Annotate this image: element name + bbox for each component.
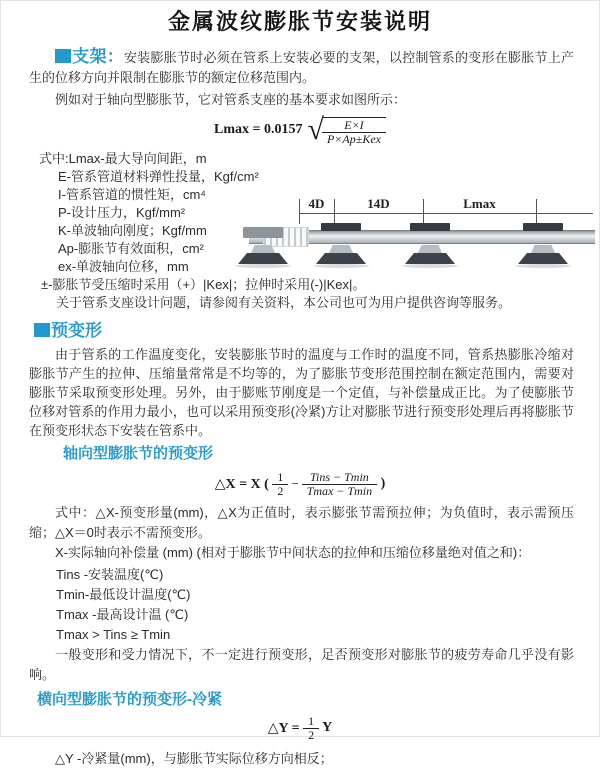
sqrt-radical [307, 112, 386, 146]
support-section-heading [55, 47, 124, 66]
dimension-line [299, 213, 593, 214]
pipe-guide-support [313, 223, 369, 271]
support-neck [531, 245, 555, 253]
definition-line: K-单波轴向刚度；Kgf/mm [58, 223, 207, 238]
lateral-predeform-formula [1, 713, 599, 743]
half-denominator: 2 [303, 728, 319, 742]
pipe-guide-support [515, 223, 571, 271]
half-numerator: 1 [308, 713, 315, 728]
pipe-support-diagram [249, 194, 597, 286]
pipe-anchor-support [235, 223, 291, 271]
temperature-denominator: Tmax − Tmin [302, 484, 377, 498]
dim-label-14d: 14D [367, 196, 390, 211]
definition-line: Ap-膨胀节有效面积，cm² [58, 241, 204, 256]
axial-subsection-heading: 轴向型膨胀节的预变形 [63, 445, 214, 462]
definition-line: ex-单波轴向位移，mm [58, 259, 189, 274]
definition-line: 式中:Lmax-最大导向间距，m [39, 151, 207, 166]
example-line: 例如对于轴向型膨胀节，它对管系支座的基本要求如图所示： [55, 92, 407, 107]
pipe-clamp [321, 223, 361, 231]
plus-minus-note: ±-膨胀节受压缩时采用（+）|Kex|；拉伸时采用(-)|Kex|。 [41, 277, 366, 292]
lmax-fraction-denominator: P×Ap±Kex [322, 132, 386, 146]
lmax-fraction-numerator: E×I [344, 117, 364, 132]
temperature-numerator: Tins − Tmin [310, 469, 369, 484]
temp-definition-line: Tmax > Tins ≥ Tmin [56, 627, 171, 642]
minus-operator: − [291, 476, 299, 491]
definition-line: E-管系管道材料弹性投量，Kgf/cm² [58, 169, 259, 184]
axial-predeform-formula [1, 467, 599, 501]
lateral-subsection-heading: 横向型膨胀节的预变形-冷紧 [37, 691, 222, 708]
lateral-note-line: △Y -冷紧量(mm)，与膨胀节实际位移方向相反； [55, 751, 333, 766]
page-title: 金属波纹膨胀节安装说明 [167, 9, 432, 34]
axial-formula-rhs: ) [377, 476, 386, 491]
support-paragraph [29, 47, 574, 88]
support-neck [418, 245, 442, 253]
pipe-clamp [243, 227, 283, 238]
support-shadow [402, 264, 458, 268]
pipe-clamp [523, 223, 563, 231]
section-square-icon [55, 49, 71, 63]
temp-definition-line: Tmax -最高设计温 (℃) [56, 607, 189, 622]
lmax-formula-lhs: Lmax = 0.0157 [214, 122, 303, 137]
support-base [238, 253, 288, 264]
advice-line: 关于管系支座设计问题，请参阅有关资料，本公司也可为用户提供咨询等服务。 [56, 295, 512, 310]
x-definition-line: X-实际轴向补偿量 (mm) (相对于膨胀节中间状态的拉伸和压缩位移量绝对值之和)： [55, 545, 531, 560]
predeform-heading-label: 预变形 [51, 321, 102, 340]
axial-note-line: 一般变形和受力情况下，不一定进行预变形，足否预变形对膨胀节的疲劳寿命几乎没有影响。 [29, 647, 574, 682]
lmax-fraction [322, 119, 386, 146]
lateral-formula-rhs: Y [319, 720, 333, 735]
axial-formula-lhs: △X = X ( [214, 476, 273, 492]
definition-line: P-设计压力，Kgf/mm² [58, 205, 186, 220]
axial-formula-explanation: 式中：△X-预变形量(mm)，△X为正值时，表示膨张节需预拉伸；为负值时，表示需预压缩；△X＝0时表示不需预变形。 [29, 505, 574, 540]
radicand [322, 117, 386, 146]
dim-label-lmax: Lmax [463, 196, 496, 211]
support-base [316, 253, 366, 264]
support-neck [251, 245, 275, 253]
support-base [518, 253, 568, 264]
dim-label-4d: 4D [308, 196, 325, 211]
temperature-fraction [302, 471, 377, 498]
temp-definition-line: Tmin-最低设计温度(℃) [56, 587, 191, 602]
half-fraction [272, 471, 288, 498]
support-base [405, 253, 455, 264]
dimension-tick [536, 199, 537, 224]
temp-definition-line: Tins -安装温度(℃) [56, 567, 164, 582]
definition-line: I-管系管道的惯性矩，cm⁴ [58, 187, 206, 202]
half-numerator: 1 [277, 469, 284, 484]
half-fraction [303, 715, 319, 742]
pipe-guide-support [402, 223, 458, 271]
lateral-formula-lhs: △Y = [267, 720, 304, 736]
support-neck [329, 245, 353, 253]
half-denominator: 2 [272, 484, 288, 498]
support-heading-label: 支架： [72, 47, 124, 66]
radical-sign-icon: √ [307, 112, 324, 146]
lmax-formula [1, 112, 599, 148]
temperature-definitions [56, 565, 599, 645]
support-intro-text: 安装膨胀节时必须在管系上安装必要的支架，以控制管系的变形在膨胀节上产生的位移方向并限制在膨胀节的额定位移范围内。 [29, 50, 574, 85]
predeform-section-heading [34, 320, 599, 342]
predeform-paragraph: 由于管系的工作温度变化，安装膨胀节时的温度与工作时的温度不同，管系热膨胀冷缩对膨胀节产生的拉伸、压缩量常常是不均等的，为了膨胀节变形范围控制在额定范围内，需要对膨胀节采取预变形处理。另外，由于膨账节刚度是一个定值，与补偿量成正比。为了使膨胀节位移对管系的作用力最小，也可以采用预变形(冷紧)方让对膨胀节进行预变形处理后再将膨胀节在预变形状态下安装在管系中。 [29, 347, 574, 438]
section-square-icon [34, 323, 50, 337]
support-shadow [515, 264, 571, 268]
support-shadow [313, 264, 369, 268]
support-shadow [235, 264, 291, 268]
pipe-clamp [410, 223, 450, 231]
